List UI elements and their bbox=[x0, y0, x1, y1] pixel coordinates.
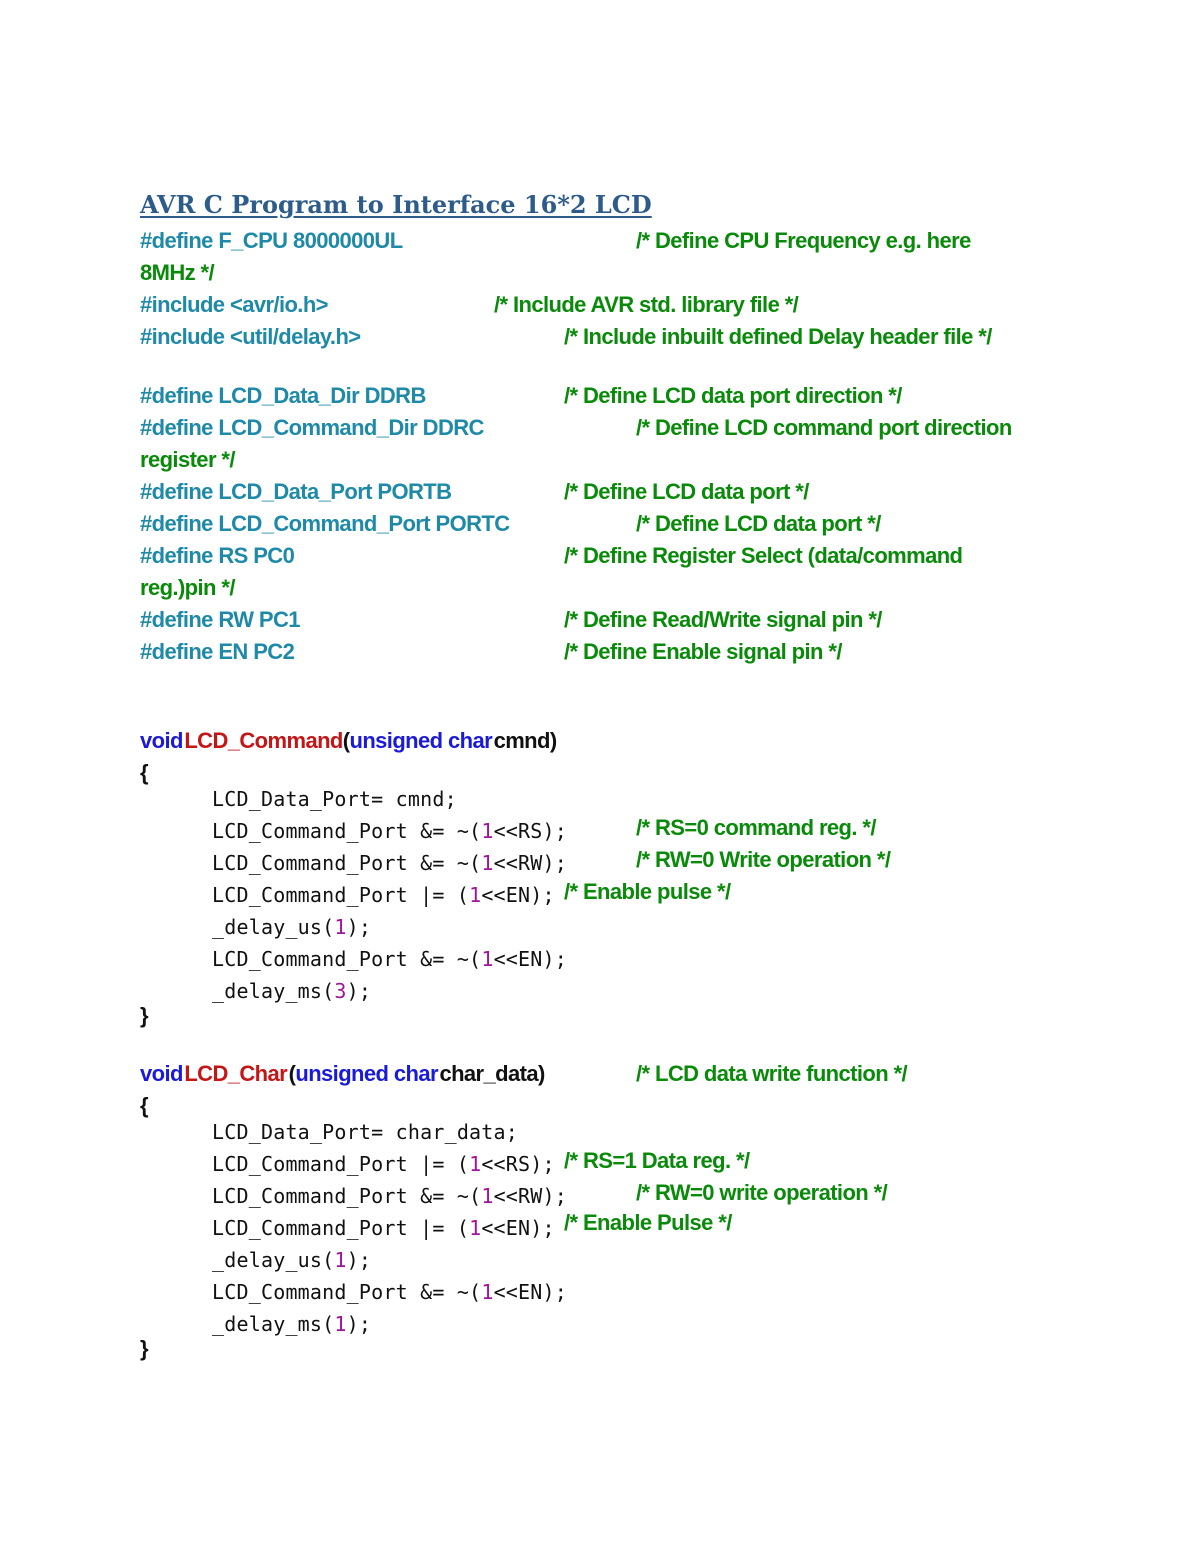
code: LCD_Command_Port &= ~( bbox=[212, 947, 482, 971]
include-io-line: #include <avr/io.h> bbox=[140, 292, 328, 317]
lcd-char-line-5 bbox=[212, 1248, 371, 1272]
define-rs-comment-cont: reg.)pin */ bbox=[140, 575, 235, 600]
lcd-command-comment-2: /* RS=0 command reg. */ bbox=[636, 815, 876, 840]
paren-open: ( bbox=[288, 1061, 296, 1086]
code: LCD_Command_Port |= ( bbox=[212, 1216, 470, 1240]
lcd-char-line-4 bbox=[212, 1216, 555, 1240]
number: 1 bbox=[481, 819, 494, 843]
define-data-port-line: #define LCD_Data_Port PORTB bbox=[140, 479, 452, 504]
param-name: char_data) bbox=[439, 1061, 545, 1086]
lcd-command-line-7 bbox=[212, 979, 371, 1003]
lcd-command-line-1: LCD_Data_Port= cmnd; bbox=[212, 787, 457, 811]
define-rs-comment: /* Define Register Select (data/command bbox=[564, 543, 963, 568]
number: 1 bbox=[481, 851, 494, 875]
code: _delay_ms( bbox=[212, 1312, 335, 1336]
code: ); bbox=[346, 915, 372, 939]
code: LCD_Command_Port &= ~( bbox=[212, 851, 482, 875]
include-delay-line: #include <util/delay.h> bbox=[140, 324, 361, 349]
code: _delay_us( bbox=[212, 1248, 335, 1272]
number: 1 bbox=[334, 915, 347, 939]
param-type: unsigned char bbox=[295, 1061, 438, 1086]
lcd-char-signature bbox=[140, 1061, 545, 1087]
define-rw-line: #define RW PC1 bbox=[140, 607, 300, 632]
define-data-port-comment: /* Define LCD data port */ bbox=[564, 479, 809, 504]
function-name: LCD_Command bbox=[184, 728, 343, 753]
code: ); bbox=[346, 979, 372, 1003]
lcd-command-brace-close: } bbox=[140, 1003, 148, 1028]
define-cmd-dir-comment-cont: register */ bbox=[140, 447, 235, 472]
define-rs-line: #define RS PC0 bbox=[140, 543, 295, 568]
lcd-command-line-6 bbox=[212, 947, 567, 971]
lcd-command-signature bbox=[140, 728, 557, 754]
lcd-command-comment-3: /* RW=0 Write operation */ bbox=[636, 847, 891, 872]
page-title: AVR C Program to Interface 16*2 LCD bbox=[140, 190, 652, 219]
code: <<EN); bbox=[493, 1280, 568, 1304]
define-cmd-dir-comment: /* Define LCD command port direction bbox=[636, 415, 1012, 440]
include-io-comment: /* Include AVR std. library file */ bbox=[494, 292, 799, 317]
number: 1 bbox=[481, 1280, 494, 1304]
code: LCD_Command_Port &= ~( bbox=[212, 1184, 482, 1208]
lcd-command-brace-open: { bbox=[140, 760, 148, 785]
code: LCD_Command_Port |= ( bbox=[212, 883, 470, 907]
define-rw-comment: /* Define Read/Write signal pin */ bbox=[564, 607, 882, 632]
code: LCD_Command_Port &= ~( bbox=[212, 1280, 482, 1304]
void-keyword: void bbox=[140, 1061, 183, 1086]
code: LCD_Command_Port |= ( bbox=[212, 1152, 470, 1176]
lcd-command-line-4 bbox=[212, 883, 555, 907]
code: LCD_Command_Port &= ~( bbox=[212, 819, 482, 843]
lcd-command-line-3 bbox=[212, 851, 567, 875]
define-cmd-dir-line: #define LCD_Command_Dir DDRC bbox=[140, 415, 484, 440]
define-cpu-line: #define F_CPU 8000000UL bbox=[140, 228, 403, 253]
code: <<RS); bbox=[493, 819, 568, 843]
lcd-command-line-5 bbox=[212, 915, 371, 939]
number: 1 bbox=[334, 1312, 347, 1336]
lcd-char-brace-open: { bbox=[140, 1093, 148, 1118]
lcd-char-line-2 bbox=[212, 1152, 555, 1176]
code: ); bbox=[346, 1248, 372, 1272]
code: <<EN); bbox=[481, 883, 555, 907]
lcd-char-line-6 bbox=[212, 1280, 567, 1304]
define-cpu-comment: /* Define CPU Frequency e.g. here bbox=[636, 228, 971, 253]
number: 1 bbox=[334, 1248, 347, 1272]
paren-open: ( bbox=[342, 728, 350, 753]
code: _delay_ms( bbox=[212, 979, 335, 1003]
lcd-char-line-3 bbox=[212, 1184, 567, 1208]
lcd-char-line-1: LCD_Data_Port= char_data; bbox=[212, 1120, 519, 1144]
number: 1 bbox=[481, 1184, 494, 1208]
define-data-dir-line: #define LCD_Data_Dir DDRB bbox=[140, 383, 426, 408]
define-en-line: #define EN PC2 bbox=[140, 639, 295, 664]
void-keyword: void bbox=[140, 728, 183, 753]
define-cmd-port-line: #define LCD_Command_Port PORTC bbox=[140, 511, 510, 536]
code: <<RW); bbox=[493, 1184, 568, 1208]
code: <<EN); bbox=[481, 1216, 555, 1240]
code: <<RW); bbox=[493, 851, 568, 875]
number: 3 bbox=[334, 979, 347, 1003]
define-cpu-comment-cont: 8MHz */ bbox=[140, 260, 215, 285]
number: 1 bbox=[469, 1216, 482, 1240]
lcd-char-comment: /* LCD data write function */ bbox=[636, 1061, 908, 1086]
define-en-comment: /* Define Enable signal pin */ bbox=[564, 639, 842, 664]
define-cmd-port-comment: /* Define LCD data port */ bbox=[636, 511, 881, 536]
code: _delay_us( bbox=[212, 915, 335, 939]
number: 1 bbox=[469, 883, 482, 907]
lcd-command-comment-4: /* Enable pulse */ bbox=[564, 879, 731, 904]
lcd-char-comment-2: /* RS=1 Data reg. */ bbox=[564, 1148, 750, 1173]
code: <<RS); bbox=[481, 1152, 555, 1176]
lcd-char-comment-3: /* RW=0 write operation */ bbox=[636, 1180, 888, 1205]
lcd-char-brace-close: } bbox=[140, 1336, 148, 1361]
lcd-char-comment-4: /* Enable Pulse */ bbox=[564, 1210, 732, 1235]
code: <<EN); bbox=[493, 947, 568, 971]
number: 1 bbox=[469, 1152, 482, 1176]
code: ); bbox=[346, 1312, 372, 1336]
function-name: LCD_Char bbox=[184, 1061, 288, 1086]
lcd-command-line-2 bbox=[212, 819, 567, 843]
define-data-dir-comment: /* Define LCD data port direction */ bbox=[564, 383, 902, 408]
param-name: cmnd) bbox=[493, 728, 557, 753]
number: 1 bbox=[481, 947, 494, 971]
param-type: unsigned char bbox=[349, 728, 493, 753]
lcd-char-line-7 bbox=[212, 1312, 371, 1336]
include-delay-comment: /* Include inbuilt defined Delay header file */ bbox=[564, 324, 992, 349]
